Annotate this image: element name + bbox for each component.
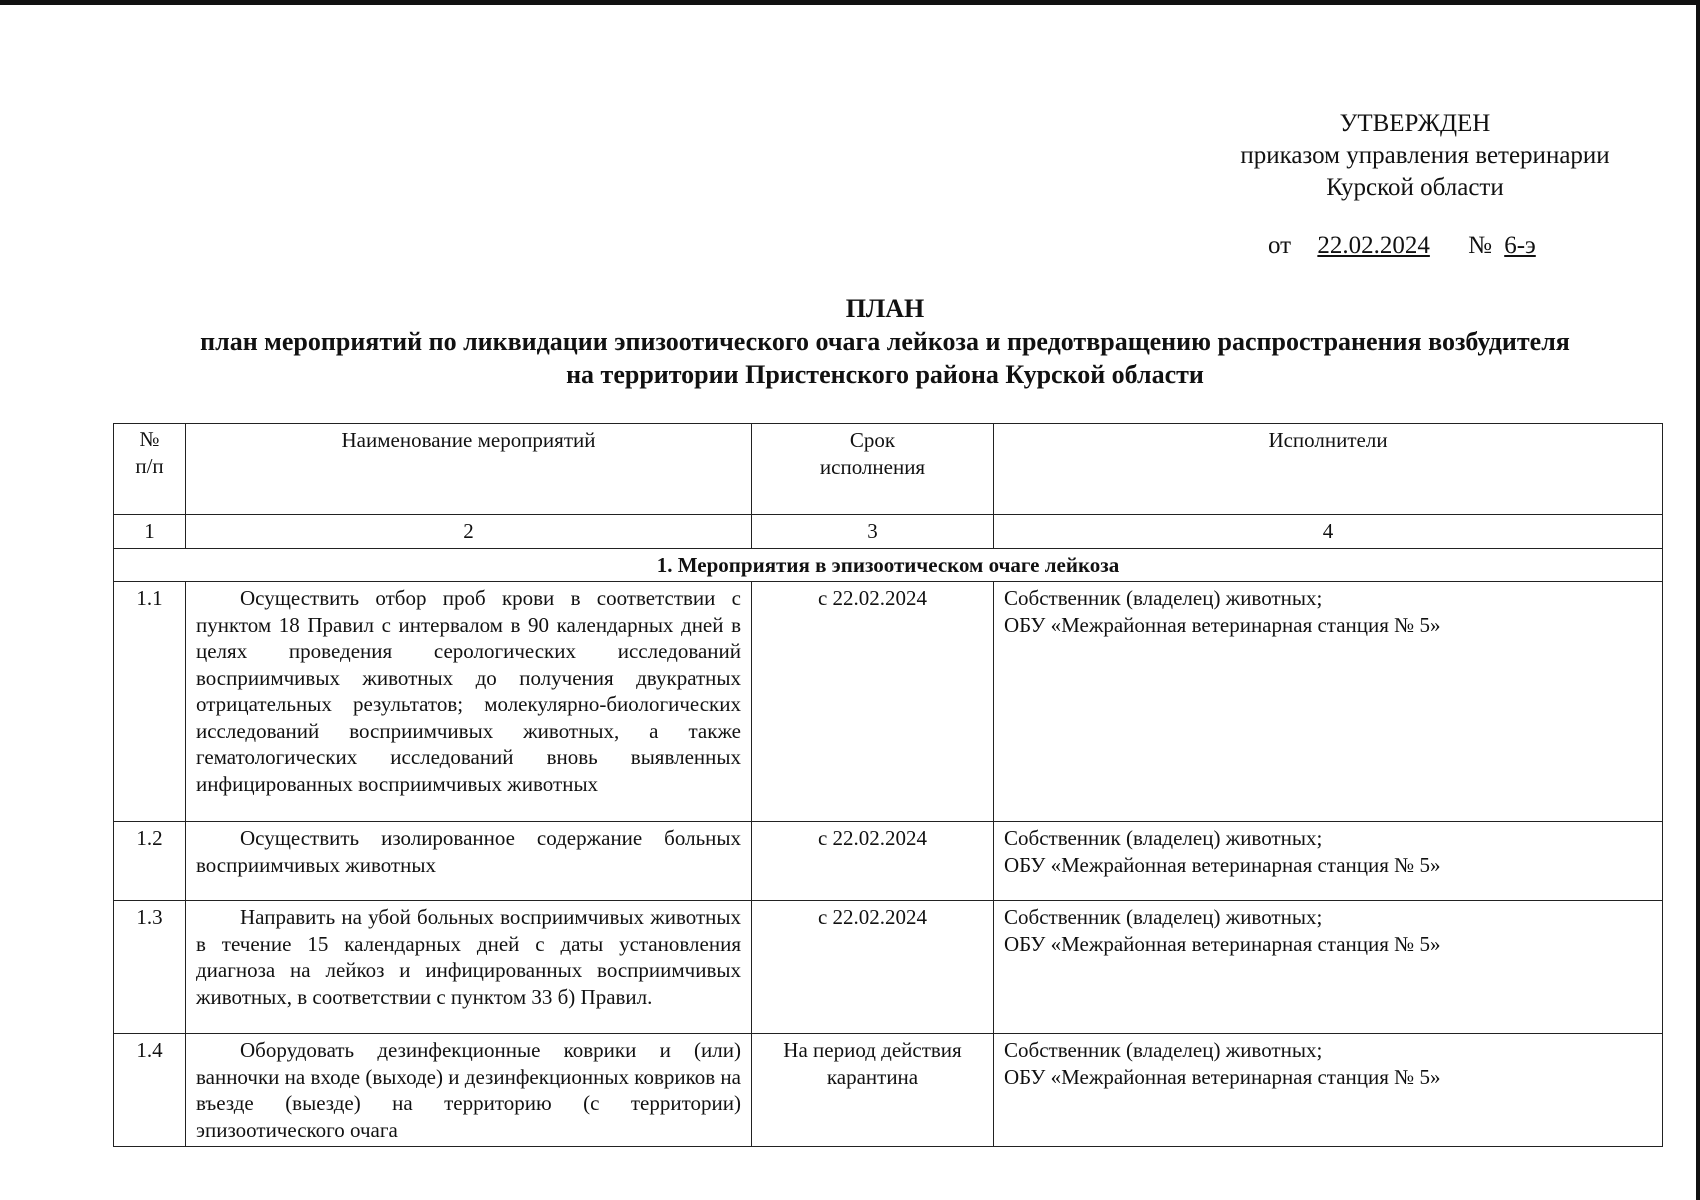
table-row — [114, 901, 1663, 1034]
term-line-1: На период действия — [783, 1038, 962, 1062]
scan-edge-top — [0, 0, 1700, 5]
approval-line-3: Курской области — [1326, 174, 1504, 201]
title-line-2: на территории Пристенского района Курской области — [566, 360, 1204, 389]
row-activity: Направить на убой больных восприимчивых животных в течение 15 календарных дней с даты установления диагноза на лейкоз и инфицированных восприимчивых животных, в соответствии с пунктом 33 б) Правил. — [186, 901, 752, 1034]
header-term-line-2: исполнения — [819, 454, 926, 479]
row-term: с 22.02.2024 — [752, 901, 994, 1034]
row-activity: Оборудовать дезинфекционные коврики и (или) ванночки на входе (выходе) и дезинфекционных ковриков на въезде (выезде) на территорию (с территории) эпизоотического очага — [186, 1034, 752, 1147]
executor-owner: Собственник (владелец) животных; — [1004, 826, 1323, 850]
row-num: 1.1 — [114, 582, 186, 822]
approval-stamp-block — [1180, 108, 1650, 259]
title-line-1: план мероприятий по ликвидации эпизоотического очага лейкоза и предотвращению распространения возбудителя — [200, 327, 1570, 356]
header-term — [752, 424, 994, 515]
row-term — [752, 1034, 994, 1147]
header-executors: Исполнители — [994, 424, 1663, 515]
plan-table — [113, 423, 1663, 1147]
date-prefix: от — [1268, 232, 1292, 259]
row-executors — [994, 582, 1663, 822]
table-row — [114, 1034, 1663, 1147]
header-name: Наименование мероприятий — [186, 424, 752, 515]
row-num: 1.3 — [114, 901, 186, 1034]
executor-station: ОБУ «Межрайонная ветеринарная станция № 5» — [1004, 612, 1441, 637]
column-number-row — [114, 515, 1663, 549]
scan-edge-right — [1696, 0, 1700, 1200]
document-title — [140, 292, 1630, 391]
row-executors — [994, 901, 1663, 1034]
column-number: 1 — [114, 515, 186, 549]
row-num: 1.4 — [114, 1034, 186, 1147]
approval-number: 6-э — [1504, 232, 1536, 259]
header-num — [114, 424, 186, 515]
term-line-2: карантина — [826, 1064, 919, 1089]
executor-station: ОБУ «Межрайонная ветеринарная станция № 5» — [1004, 1064, 1441, 1089]
approval-date-row — [1268, 230, 1608, 262]
row-executors — [994, 822, 1663, 901]
column-number: 4 — [994, 515, 1663, 549]
row-term: с 22.02.2024 — [752, 822, 994, 901]
row-executors — [994, 1034, 1663, 1147]
executor-owner: Собственник (владелец) животных; — [1004, 1038, 1323, 1062]
title-heading: ПЛАН — [845, 294, 925, 323]
column-number: 3 — [752, 515, 994, 549]
row-num: 1.2 — [114, 822, 186, 901]
number-prefix: № — [1468, 232, 1492, 259]
table-row — [114, 582, 1663, 822]
row-activity: Осуществить изолированное содержание больных восприимчивых животных — [186, 822, 752, 901]
table-header-row — [114, 424, 1663, 515]
header-term-line-1: Срок — [849, 428, 896, 452]
section-title: 1. Мероприятия в эпизоотическом очаге лейкоза — [114, 548, 1663, 582]
row-activity: Осуществить отбор проб крови в соответствии с пунктом 18 Правил с интервалом в 90 календарных дней в целях проведения серологических исследований восприимчивых животных до получения двукратных отрицательных результатов; молекулярно-биологических исследований восприимчивых животных, а также гематологических исследований вновь выявленных инфицированных восприимчивых животных — [186, 582, 752, 822]
row-term: с 22.02.2024 — [752, 582, 994, 822]
header-num-label: п/п — [135, 453, 164, 478]
section-row — [114, 548, 1663, 582]
header-num-sign: № — [139, 427, 160, 451]
executor-station: ОБУ «Межрайонная ветеринарная станция № 5» — [1004, 852, 1441, 877]
column-number: 2 — [186, 515, 752, 549]
executor-station: ОБУ «Межрайонная ветеринарная станция № 5» — [1004, 931, 1441, 956]
approval-line-2: приказом управления ветеринарии — [1240, 142, 1610, 169]
table-row — [114, 822, 1663, 901]
executor-owner: Собственник (владелец) животных; — [1004, 905, 1323, 929]
approval-date: 22.02.2024 — [1317, 232, 1430, 259]
executor-owner: Собственник (владелец) животных; — [1004, 586, 1323, 610]
approval-line-1: УТВЕРЖДЕН — [1339, 110, 1491, 137]
